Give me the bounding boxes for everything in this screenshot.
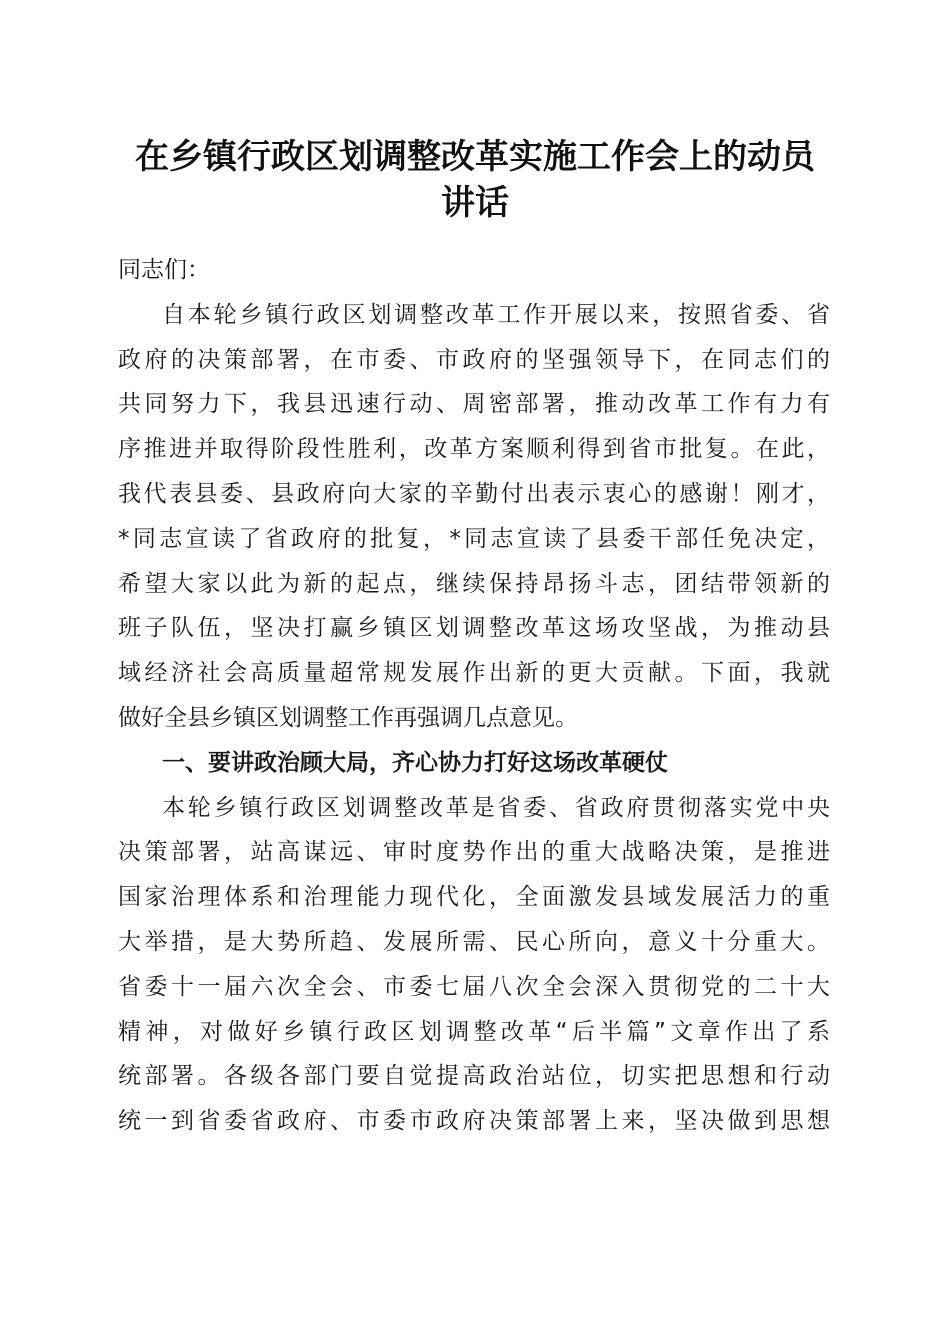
paragraph-line: 班子队伍，坚决打赢乡镇区划调整改革这场攻坚战，为推动县 xyxy=(118,615,830,642)
title-line-1: 在乡镇行政区划调整改革实施工作会上的动员 xyxy=(135,137,815,177)
title-line-2: 讲话 xyxy=(441,183,509,223)
paragraph-line: 决策部署，站高谋远、审时度势作出的重大战略决策，是推进 xyxy=(118,839,830,866)
paragraph-2 xyxy=(118,786,830,1144)
document-body xyxy=(118,248,830,1144)
paragraph-line: 我代表县委、县政府向大家的辛勤付出表示衷心的感谢！刚才， xyxy=(118,480,830,507)
paragraph-line: 精神，对做好乡镇行政区划调整改革“后半篇”文章作出了系 xyxy=(118,1018,830,1045)
paragraph-line: 政府的决策部署，在市委、市政府的坚强领导下，在同志们的 xyxy=(118,346,830,373)
paragraph-line: 国家治理体系和治理能力现代化，全面激发县域发展活力的重 xyxy=(118,884,830,911)
salutation: 同志们： xyxy=(118,257,210,283)
paragraph-line: 自本轮乡镇行政区划调整改革工作开展以来，按照省委、省 xyxy=(162,301,830,328)
paragraph-line: 域经济社会高质量超常规发展作出新的更大贡献。下面，我就 xyxy=(118,660,830,687)
paragraph-line: 本轮乡镇行政区划调整改革是省委、省政府贯彻落实党中央 xyxy=(162,794,830,821)
paragraph-line: 省委十一届六次全会、市委七届八次全会深入贯彻党的二十大 xyxy=(118,973,830,1000)
paragraph-line: *同志宣读了省政府的批复，*同志宣读了县委干部任免决定， xyxy=(118,525,830,552)
paragraph-line: 序推进并取得阶段性胜利，改革方案顺利得到省市批复。在此， xyxy=(118,436,830,463)
paragraph-line: 统一到省委省政府、市委市政府决策部署上来，坚决做到思想 xyxy=(118,1108,830,1135)
paragraph-line: 共同努力下，我县迅速行动、周密部署，推动改革工作有力有 xyxy=(118,391,830,418)
document-title xyxy=(100,134,850,226)
paragraph-line: 希望大家以此为新的起点，继续保持昂扬斗志，团结带领新的 xyxy=(118,570,830,597)
paragraph-line: 统部署。各级各部门要自觉提高政治站位，切实把思想和行动 xyxy=(118,1063,830,1090)
paragraph-1 xyxy=(118,293,830,741)
paragraph-line: 大举措，是大势所趋、发展所需、民心所向，意义十分重大。 xyxy=(118,928,830,955)
paragraph-line: 做好全县乡镇区划调整工作再强调几点意见。 xyxy=(118,704,578,731)
section-heading-1: 一、要讲政治顾大局，齐心协力打好这场改革硬仗 xyxy=(162,749,668,776)
